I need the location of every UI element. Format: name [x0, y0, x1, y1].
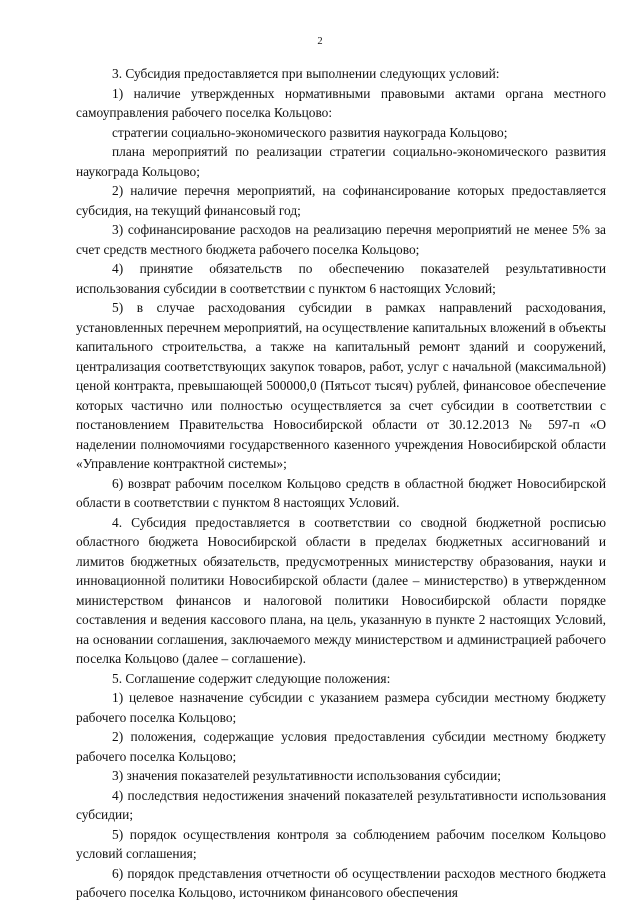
paragraph: 6) возврат рабочим поселком Кольцово средств в областной бюджет Новосибирской области в соответствии с пунктом 8 настоящих Условий.: [76, 475, 606, 510]
paragraph: 3) софинансирование расходов на реализацию перечня мероприятий не менее 5% за счет средств местного бюджета рабочего поселка Кольцово;: [76, 222, 606, 257]
page-number: 2: [317, 36, 323, 47]
paragraph: 4) последствия недостижения значений показателей результативности использования субсидии;: [76, 787, 606, 822]
paragraph: 5) в случае расходования субсидии в рамках направлений расходования, установленных перечнем мероприятий, на осуществление капитальных вложений в объекты капитального строительства, а также на капитальный ремонт зданий и сооружений, централизация соответствующих закупок товаров, работ, услуг с начальной (максимальной) ценой контракта, превышающей 500000,0 (Пятьсот тысяч) рублей, финансовое обеспечение которых частично или полностью осуществляется за счет субсидии в соответствии с постановлением Правительства Новосибирской области от 30.12.2013 № 597-п «О наделении полномочиями государственного казенного учреждения Новосибирской области «Управление контрактной системы»;: [76, 300, 606, 471]
paragraph: 1) целевое назначение субсидии с указанием размера субсидии местному бюджету рабочего поселка Кольцово;: [76, 690, 606, 725]
paragraph: стратегии социально-экономического развития наукограда Кольцово;: [112, 124, 508, 140]
paragraph: 2) наличие перечня мероприятий, на софинансирование которых предоставляется субсидия, на текущий финансовый год;: [76, 183, 606, 218]
paragraph: 1) наличие утвержденных нормативными правовыми актами органа местного самоуправления рабочего поселка Кольцово:: [76, 85, 606, 120]
paragraph: 3. Субсидия предоставляется при выполнении следующих условий:: [112, 66, 500, 81]
paragraph: 5. Соглашение содержит следующие положения:: [112, 670, 391, 686]
paragraph: 4. Субсидия предоставляется в соответствии со сводной бюджетной росписью областного бюджета Новосибирской области в пределах бюджетных ассигнований и лимитов бюджетных обязательств, предусмотренных министерству образования, науки и инновационной политики Новосибирской области (далее – министерство) в утвержденном министерством финансов и налоговой политики Новосибирской области порядке составления и ведения кассового плана, на цель, указанную в пункте 2 настоящих Условий, на основании соглашения, заключаемого между министерством и администрацией рабочего поселка Кольцово (далее – соглашение).: [76, 514, 606, 666]
paragraph: 2) положения, содержащие условия предоставления субсидии местному бюджету рабочего поселка Кольцово;: [76, 729, 606, 764]
document-body: [76, 64, 606, 903]
paragraph: плана мероприятий по реализации стратегии социально-экономического развития наукограда Кольцово;: [76, 144, 606, 179]
paragraph: 4) принятие обязательств по обеспечению показателей результативности использования субсидии в соответствии с пунктом 6 настоящих Условий;: [76, 261, 606, 296]
paragraph: 5) порядок осуществления контроля за соблюдением рабочим поселком Кольцово условий соглашения;: [76, 826, 606, 861]
paragraph: 3) значения показателей результативности использования субсидии;: [112, 768, 501, 783]
paragraph: 6) порядок представления отчетности об осуществлении расходов местного бюджета рабочего поселка Кольцово, источником финансового обеспечения: [76, 865, 606, 900]
